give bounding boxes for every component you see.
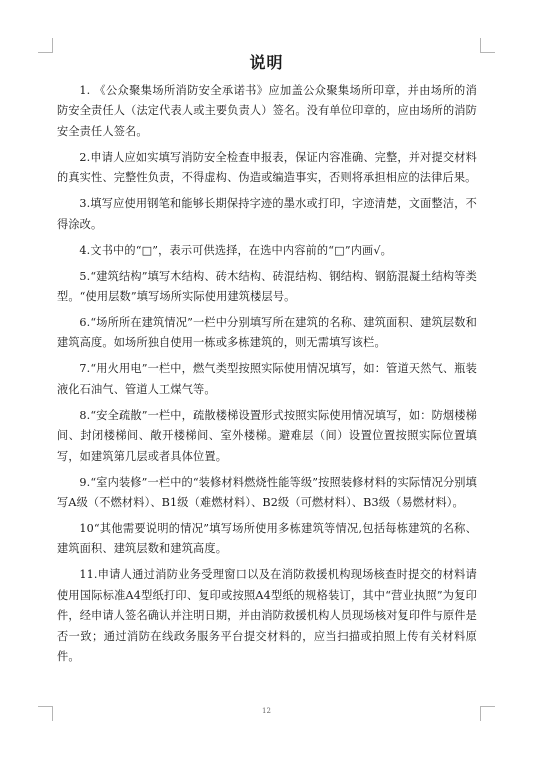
- instruction-9: 9.“室内装修”一栏中的“装修材料燃烧性能等级”按照装修材料的实际情况分别填写A级（不燃材料）、B1级（难燃材料）、B2级（可燃材料）、B3级（易燃材料）。: [57, 475, 477, 510]
- page-title: 说明: [249, 53, 284, 72]
- instruction-4: 4.文书中的“□”，表示可供选择，在选中内容前的“□”内画√。: [79, 243, 392, 257]
- instruction-11: 11.申请人通过消防业务受理窗口以及在消防救援机构现场核查时提交的材料请使用国际标准A4型纸打印、复印或按照A4型纸的规格装订，其中“营业执照”为复印件，经申请人签名确认并注明日期，并由消防救援机构人员现场核对复印件与原件是否一致；通过消防在线政务服务平台提交材料的，应当扫描或拍照上传有关材料原件。: [57, 568, 477, 664]
- instruction-7: 7.“用火用电”一栏中，燃气类型按照实际使用情况填写，如：管道天然气、瓶装液化石油气、管道人工煤气等。: [57, 362, 477, 396]
- instruction-3: 3.填写应使用钢笔和能够长期保持字迹的墨水或打印，字迹清楚，文面整洁，不得涂改。: [57, 197, 477, 231]
- instruction-6: 6.“场所所在建筑情况”一栏中分别填写所在建筑的名称、建筑面积、建筑层数和建筑高度。如场所独自使用一栋或多栋建筑的，则无需填写该栏。: [57, 316, 477, 350]
- instruction-5: 5.“建筑结构”填写木结构、砖木结构、砖混结构、钢结构、钢筋混凝土结构等类型。“使用层数”填写场所实际使用建筑楼层号。: [57, 269, 477, 304]
- instruction-8: 8.“安全疏散”一栏中，疏散楼梯设置形式按照实际使用情况填写，如：防烟楼梯间、封闭楼梯间、敞开楼梯间、室外楼梯。避难层（间）设置位置按照实际位置填写，如建筑第几层或者具体位置。: [57, 408, 477, 463]
- instruction-2: 2.申请人应如实填写消防安全检查申报表，保证内容准确、完整，并对提交材料的真实性、完整性负责，不得虚构、伪造或编造事实，否则将承担相应的法律后果。: [57, 150, 477, 185]
- instruction-1: 1. 《公众聚集场所消防安全承诺书》应加盖公众聚集场所印章，并由场所的消防安全责任人（法定代表人或主要负责人）签名。没有单位印章的，应由场所的消防安全责任人签名。: [57, 84, 477, 138]
- instructions-body: [57, 81, 477, 673]
- instruction-10: 10“其他需要说明的情况”填写场所使用多栋建筑等情况,包括每栋建筑的名称、建筑面积、建筑层数和建筑高度。: [57, 522, 477, 556]
- page-number: 12: [262, 707, 271, 715]
